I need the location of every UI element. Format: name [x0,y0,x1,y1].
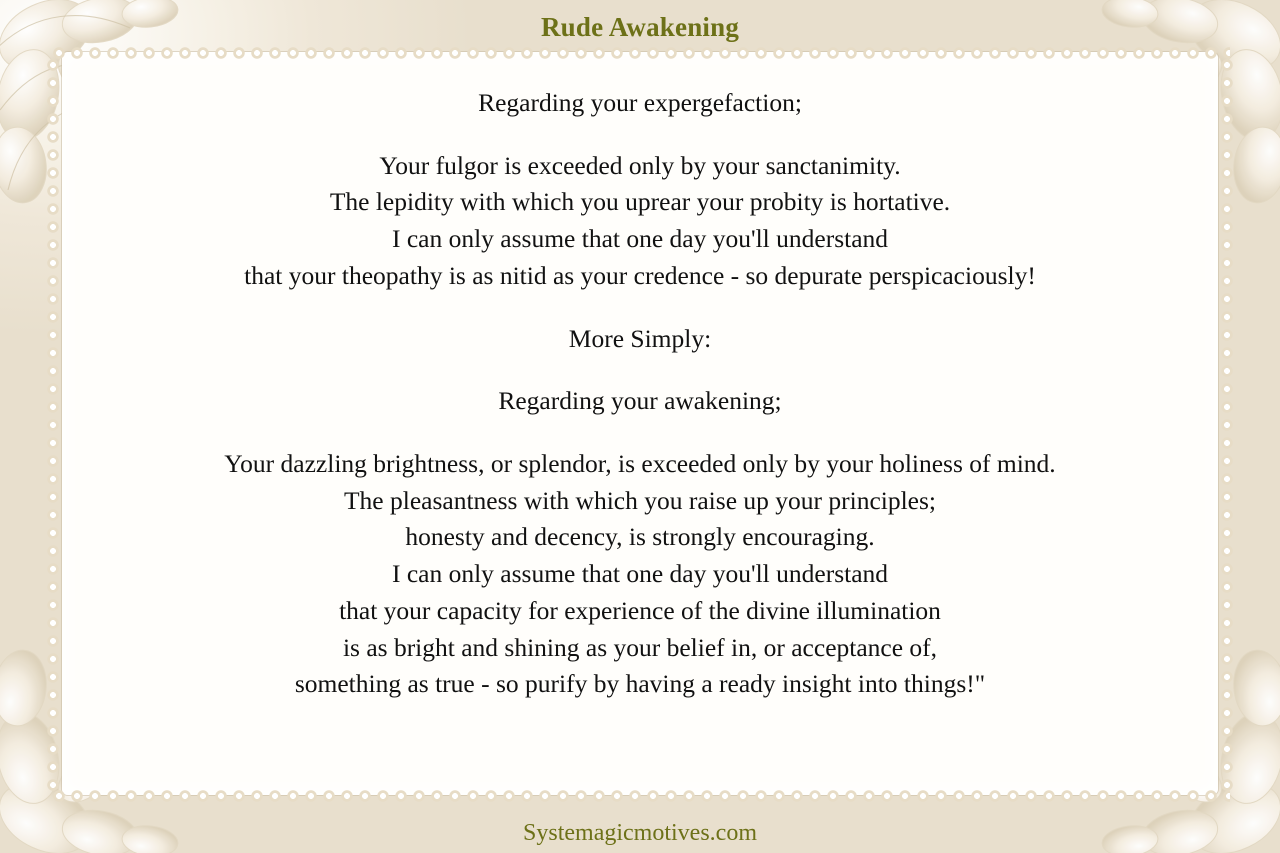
poem-line: is as bright and shining as your belief in, or acceptance of, [342,632,938,662]
paragraph-spacer [80,420,1200,446]
site-credit: Systemagicmotives.com [523,820,757,846]
paragraph-spacer [80,357,1200,383]
poem-line: The lepidity with which you uprear your probity is hortative. [329,187,951,217]
poem-line: that your capacity for experience of the divine illumination [339,595,941,625]
poem-line: Regarding your expergefaction; [478,88,802,117]
paragraph-spacer [80,122,1200,148]
poem-line: Your fulgor is exceeded only by your sanctanimity. [379,150,901,180]
poem-line: I can only assume that one day you'll understand [391,224,889,254]
poem-line: that your theopathy is as nitid as your credence - so depurate perspicaciously! [244,260,1036,290]
poem-line: Regarding your awakening; [498,386,782,416]
poem-body [80,85,1200,703]
page-title: Rude Awakening [540,12,740,42]
poem-line: something as true - so purify by having a ready insight into things!" [294,669,986,699]
poem-line: Your dazzling brightness, or splendor, is exceeded only by your holiness of mind. [224,449,1056,479]
poem-line: More Simply: [568,323,712,353]
poem-line: I can only assume that one day you'll understand [391,559,889,589]
paragraph-spacer [80,295,1200,321]
poem-line: honesty and decency, is strongly encouraging. [405,522,875,552]
poem-line: The pleasantness with which you raise up your principles; [343,485,937,515]
